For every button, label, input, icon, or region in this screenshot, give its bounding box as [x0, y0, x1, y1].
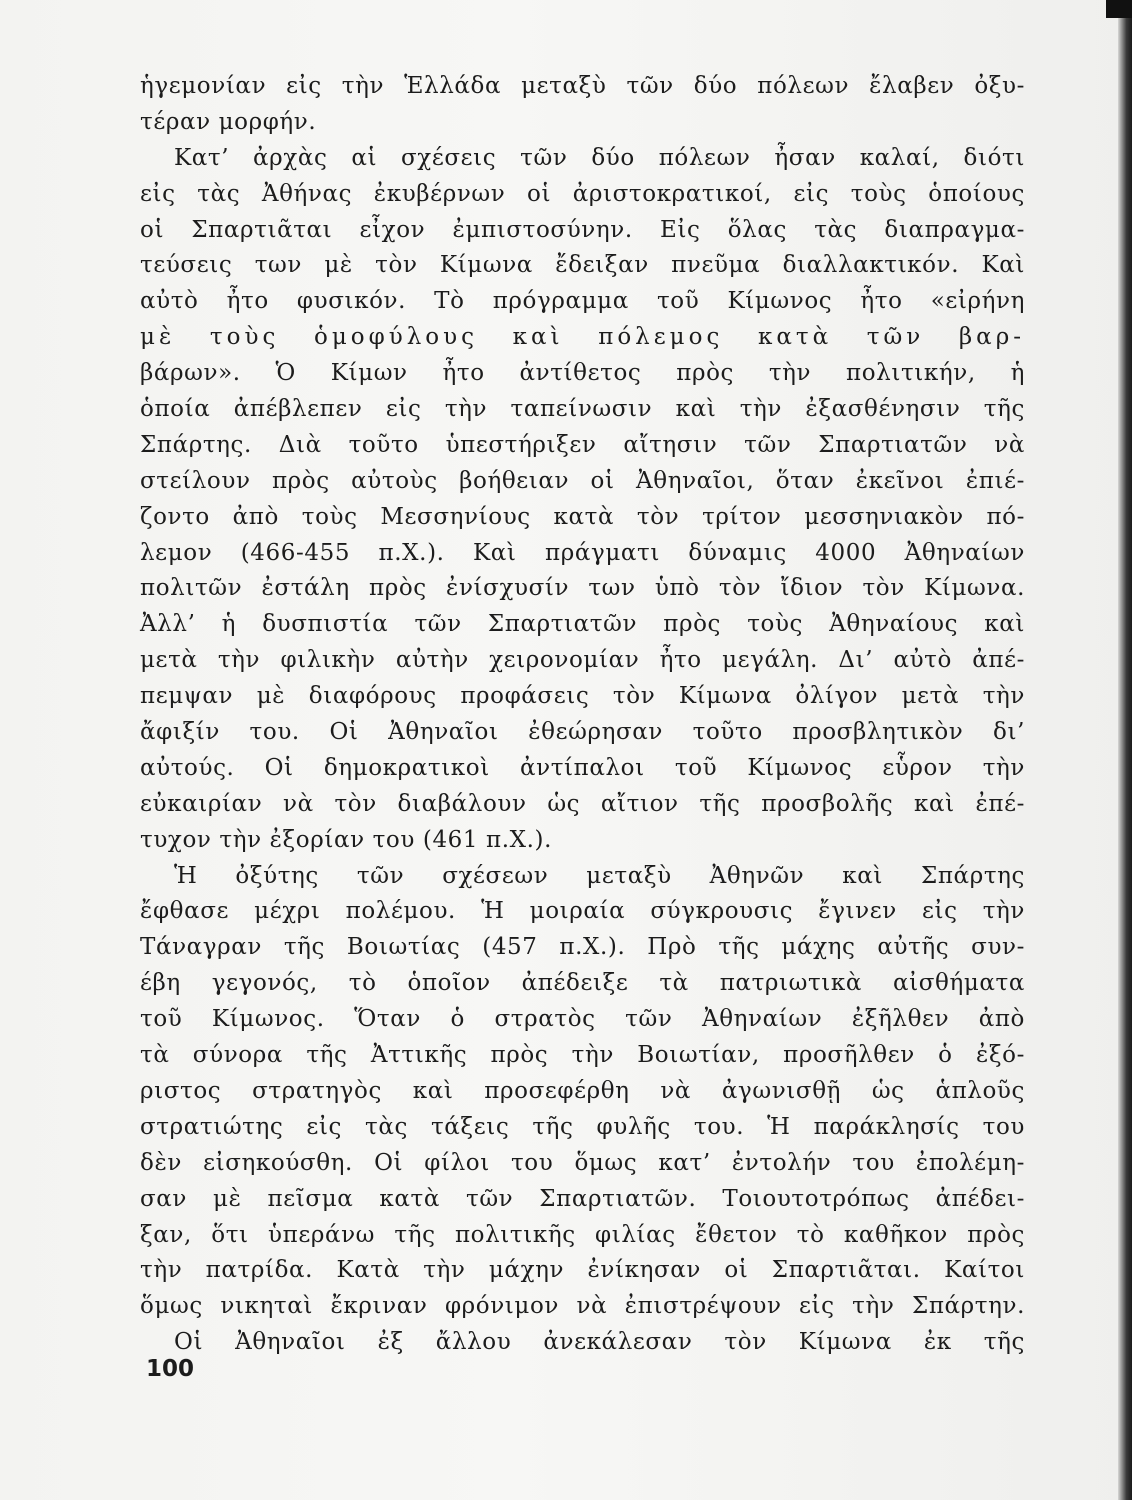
text-line: πολιτῶν ἐστάλη πρὸς ἐνίσχυσίν των ὑπὸ τὸν ἴδιον τὸν Κίμωνα.	[140, 575, 1025, 602]
text-line: τεύσεις των μὲ τὸν Κίμωνα ἔδειξαν πνεῦμα διαλλακτικόν. Καὶ	[140, 252, 1025, 279]
text-line: Σπάρτης. Διὰ τοῦτο ὑπεστήριξεν αἴτησιν τῶν Σπαρτιατῶν νὰ	[140, 431, 1025, 458]
text-line: τὰ σύνορα τῆς Ἀττικῆς πρὸς τὴν Βοιωτίαν, προσῆλθεν ὁ ἐξό-	[140, 1042, 1025, 1069]
text-line: έβη γεγονός, τὸ ὁποῖον ἀπέδειξε τὰ πατριωτικὰ αἰσθήματα	[140, 970, 1025, 997]
text-line: δὲν εἰσηκούσθη. Οἱ φίλοι του ὅμως κατ’ ἐντολήν του ἐπολέμη-	[140, 1149, 1025, 1176]
text-line: βάρων». Ὁ Κίμων ἦτο ἀντίθετος πρὸς τὴν πολιτικήν, ἡ	[140, 360, 1025, 387]
text-line: οἱ Σπαρτιᾶται εἶχον ἐμπιστοσύνην. Εἰς ὅλας τὰς διαπραγμα-	[140, 216, 1025, 243]
text-line: τὴν πατρίδα. Κατὰ τὴν μάχην ἐνίκησαν οἱ Σπαρτιᾶται. Καίτοι	[140, 1257, 1025, 1284]
text-line: στρατιώτης εἰς τὰς τάξεις τῆς φυλῆς του. Ἡ παράκλησίς του	[140, 1113, 1025, 1140]
text-line: Ἡ ὀξύτης τῶν σχέσεων μεταξὺ Ἀθηνῶν καὶ Σπάρτης	[174, 862, 1025, 889]
text-line: αὐτούς. Οἱ δημοκρατικοὶ ἀντίπαλοι τοῦ Κίμωνος εὗρον τὴν	[140, 754, 1025, 781]
text-line: ζοντο ἀπὸ τοὺς Μεσσηνίους κατὰ τὸν τρίτον μεσσηνιακὸν πό-	[140, 503, 1025, 530]
text-line: Οἱ Ἀθηναῖοι ἐξ ἄλλου ἀνεκάλεσαν τὸν Κίμωνα ἐκ τῆς	[174, 1329, 1025, 1356]
text-line: ἡγεμονίαν εἰς τὴν Ἑλλάδα μεταξὺ τῶν δύο πόλεων ἔλαβεν ὀξυ-	[140, 73, 1025, 99]
text-line: εἰς τὰς Ἀθήνας ἐκυβέρνων οἱ ἀριστοκρατικοί, εἰς τοὺς ὁποίους	[140, 180, 1025, 207]
text-line: τέραν μορφήν.	[140, 108, 317, 135]
text-line: τυχον τὴν ἐξορίαν του (461 π.Χ.).	[140, 826, 553, 853]
text-line: πεμψαν μὲ διαφόρους προφάσεις τὸν Κίμωνα ὀλίγον μετὰ τὴν	[140, 683, 1025, 710]
text-line: λεμον (466-455 π.Χ.). Καὶ πράγματι δύναμις 4000 Ἀθηναίων	[140, 539, 1025, 566]
text-line: εὐκαιρίαν νὰ τὸν διαβάλουν ὡς αἴτιον τῆς προσβολῆς καὶ ἐπέ-	[140, 790, 1025, 817]
text-line: Τάναγραν τῆς Βοιωτίας (457 π.Χ.). Πρὸ τῆς μάχης αὐτῆς συν-	[140, 934, 1025, 961]
text-line: μετὰ τὴν φιλικὴν αὐτὴν χειρονομίαν ἦτο μεγάλη. Δι’ αὐτὸ ἀπέ-	[140, 647, 1025, 674]
text-line: στείλουν πρὸς αὐτοὺς βοήθειαν οἱ Ἀθηναῖοι, ὅταν ἐκεῖνοι ἐπιέ-	[140, 467, 1025, 494]
text-line: τοῦ Κίμωνος. Ὅταν ὁ στρατὸς τῶν Ἀθηναίων ἐξῆλθεν ἀπὸ	[140, 1006, 1025, 1033]
text-line: Κατ’ ἀρχὰς αἱ σχέσεις τῶν δύο πόλεων ἦσαν καλαί, διότι	[174, 144, 1025, 171]
page-number: 100	[146, 1356, 195, 1382]
text-line: ἄφιξίν του. Οἱ Ἀθηναῖοι ἐθεώρησαν τοῦτο προσβλητικὸν δι’	[140, 719, 1025, 746]
text-line: μὲ τοὺς ὁμοφύλους καὶ πόλεμος κατὰ τῶν βαρ-	[140, 324, 1025, 351]
page-corner-shadow	[1106, 0, 1132, 18]
page-edge-shadow	[1118, 0, 1132, 1500]
text-line: ὅμως νικηταὶ ἔκριναν φρόνιμον νὰ ἐπιστρέψουν εἰς τὴν Σπάρτην.	[140, 1293, 1025, 1320]
text-line: ὁποία ἀπέβλεπεν εἰς τὴν ταπείνωσιν καὶ τὴν ἐξασθένησιν τῆς	[140, 396, 1025, 423]
text-line: αὐτὸ ἦτο φυσικόν. Τὸ πρόγραμμα τοῦ Κίμωνος ἦτο «εἰρήνη	[140, 288, 1025, 315]
text-line: ριστος στρατηγὸς καὶ προσεφέρθη νὰ ἀγωνισθῇ ὡς ἁπλοῦς	[140, 1077, 1025, 1104]
text-line: σαν μὲ πεῖσμα κατὰ τῶν Σπαρτιατῶν. Τοιουτοτρόπως ἀπέδει-	[140, 1185, 1025, 1212]
text-line: ἔφθασε μέχρι πολέμου. Ἡ μοιραία σύγκρουσις ἔγινεν εἰς τὴν	[140, 898, 1025, 925]
body-text	[140, 69, 1025, 1361]
text-line: Ἀλλ’ ἡ δυσπιστία τῶν Σπαρτιατῶν πρὸς τοὺς Ἀθηναίους καὶ	[140, 611, 1025, 638]
text-line: ξαν, ὅτι ὑπεράνω τῆς πολιτικῆς φιλίας ἔθετον τὸ καθῆκον πρὸς	[140, 1221, 1025, 1248]
